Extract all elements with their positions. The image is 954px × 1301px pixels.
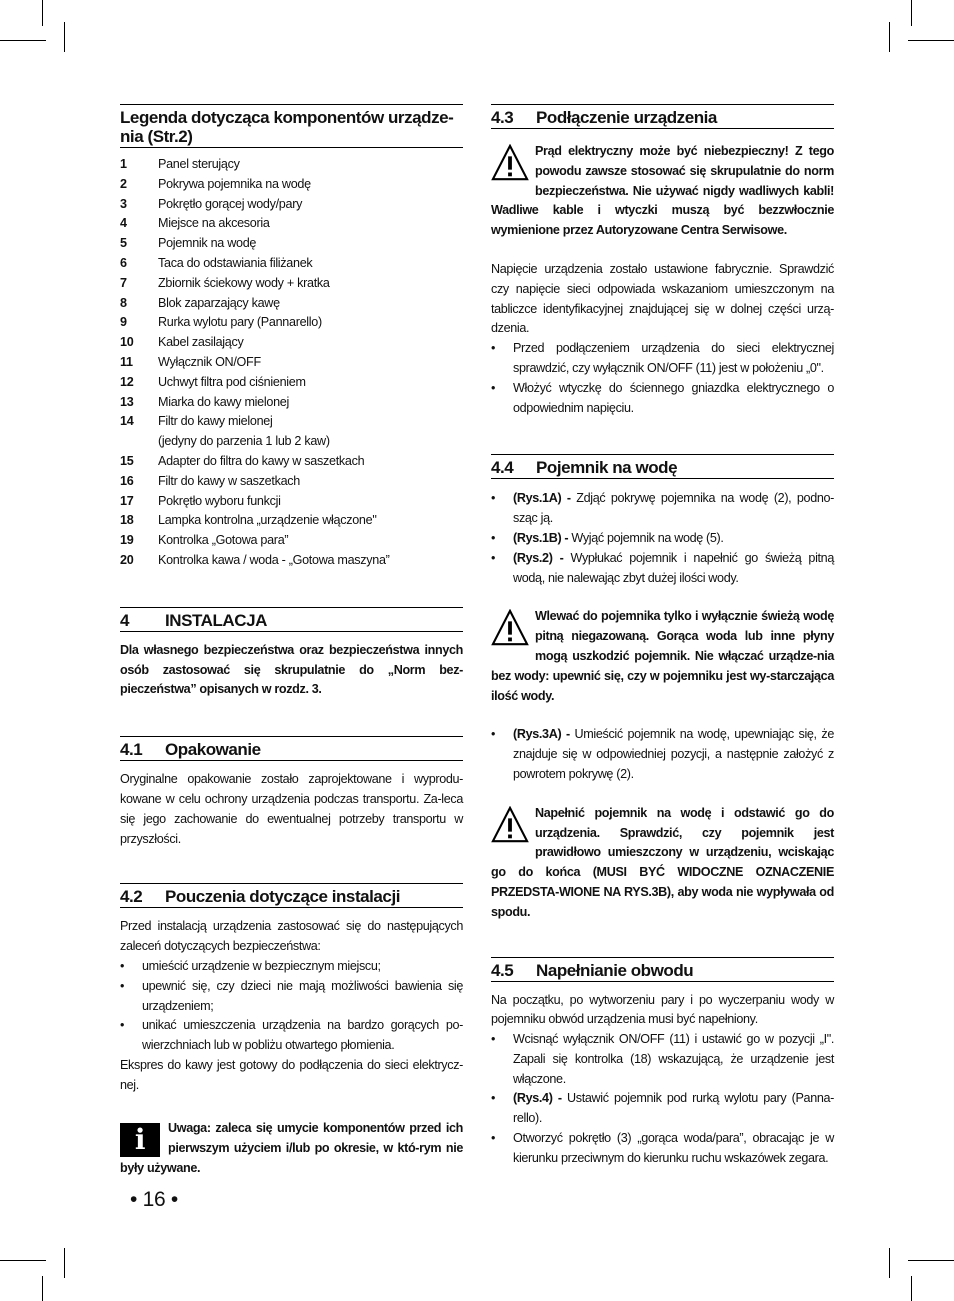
section-4-3-heading <box>491 104 834 129</box>
figure-ref: (Rys.4) - <box>513 1091 562 1106</box>
section-title: Pouczenia dotyczące instalacji <box>165 887 400 907</box>
figure-ref: (Rys.2) - <box>513 550 564 565</box>
warning-text: Prąd elektryczny może być niebezpieczny! Z tego powodu zawsze stosować się skrupulatnie do norm bezpieczeństwa. Nie używać nigdy wadliwych kabli! Wadliwe kable i wtyczki muszą być bezzwłocznie wymienione przez Autoryzowane Centra Serwisowe. <box>491 144 834 238</box>
component-row <box>120 551 463 571</box>
section-4-1-heading <box>120 736 463 761</box>
component-row <box>120 155 463 175</box>
component-row <box>120 195 463 215</box>
component-number: 1 <box>120 157 127 171</box>
crop-mark <box>908 40 954 41</box>
section-number: 4 <box>120 610 130 630</box>
components-heading: Legenda dotycząca komponentów urządze-nia (Str.2) <box>120 104 463 148</box>
component-label: Pokrętło gorącej wody/pary <box>158 196 303 211</box>
component-row <box>120 373 463 393</box>
info-note-text: Uwaga: zaleca się umycie komponentów przed ich pierwszym użyciem i/lub po okresie, w któ-rym nie były używane. <box>120 1121 463 1176</box>
component-row <box>120 452 463 472</box>
component-number: 14 <box>120 414 134 429</box>
component-number: 8 <box>120 295 127 310</box>
component-label: Miarka do kawy mielonej <box>158 394 289 409</box>
component-label: Taca do odstawiania filiżanek <box>158 255 313 270</box>
crop-mark <box>908 1260 954 1261</box>
component-row <box>120 214 463 234</box>
crop-mark <box>889 1248 890 1278</box>
crop-mark <box>0 1260 46 1261</box>
component-row <box>120 294 463 314</box>
component-label: Pojemnik na wodę <box>158 236 257 251</box>
warning-text: Napełnić pojemnik na wodę i odstawić go do urządzenia. Sprawdzić, czy pojemnik jest prawidłowo umieszczony w urządzeniu, wciskając go do końca (MUSI BYĆ WIDOCZNE OZNACZENIE PRZEDSTA-WIONE NA RYS.3B), aby woda nie wypływała od spodu. <box>491 805 834 919</box>
component-label: Kontrolka „Gotowa para” <box>158 533 289 548</box>
list-item: • Włożyć wtyczkę do ściennego gniazdka elektrycznego o odpowiednim napięciu. <box>491 379 834 419</box>
component-number: 6 <box>120 255 127 270</box>
component-row <box>120 254 463 274</box>
list-item <box>491 1089 834 1129</box>
component-row <box>120 353 463 373</box>
component-label: Pokrywa pojemnika na wodę <box>158 176 311 191</box>
component-row <box>120 234 463 254</box>
component-label: Rurka wylotu pary (Pannarello) <box>158 315 322 330</box>
section-4-4-bullets-2 <box>491 725 834 784</box>
component-label: Pokrętło wyboru funkcji <box>158 493 281 508</box>
section-4-4-bullets <box>491 489 834 588</box>
right-column <box>491 104 834 1169</box>
figure-ref: (Rys.3A) - <box>513 727 570 742</box>
crop-mark <box>42 1276 43 1301</box>
list-item: • upewnić się, czy dzieci nie mają możliwości bawienia się urządzeniem; <box>120 977 463 1017</box>
list-item-text: Otworzyć pokrętło (3) „gorąca woda/para”, obracając je w kierunku przeciwnym do kierunku ruchu wskazówek zegara. <box>513 1131 834 1165</box>
section-number: 4.3 <box>491 108 514 127</box>
list-item <box>491 489 834 529</box>
component-label: Wyłącznik ON/OFF <box>158 354 261 369</box>
section-number: 4.1 <box>120 740 143 760</box>
component-row <box>120 531 463 551</box>
list-item-text: Wyjąć pojemnik na wodę (5). <box>568 530 724 545</box>
component-label: Uchwyt filtra pod ciśnieniem <box>158 374 306 389</box>
warning-icon <box>491 609 529 647</box>
component-label: Blok zaparzający kawę <box>158 295 280 310</box>
component-number: 13 <box>120 394 134 409</box>
component-number: 16 <box>120 473 134 488</box>
component-number: 18 <box>120 513 134 528</box>
list-item-text: Ustawić pojemnik pod rurką wylotu pary (Panna-rello). <box>513 1091 835 1126</box>
list-item-text: Umieścić pojemnik na wodę, upewniając się, że znajduje się w odpowiedniej pozycji, a następnie założyć z powrotem pokrywę (2). <box>513 727 834 781</box>
crop-mark <box>64 22 65 52</box>
page-number: • 16 • <box>130 1188 178 1211</box>
component-row <box>120 274 463 294</box>
component-row <box>120 313 463 333</box>
list-item <box>491 725 834 784</box>
section-4-3-text: Napięcie urządzenia zostało ustawione fabrycznie. Sprawdzić czy napięcie sieci odpowiada wskazaniom umieszczonym na tabliczce identyfikacyjnej znajdującej się w dolnej części urzą-dzenia. <box>491 261 834 336</box>
component-number: 15 <box>120 453 134 468</box>
component-number: 10 <box>120 335 134 350</box>
component-row <box>120 492 463 512</box>
section-title: Pojemnik na wodę <box>536 458 678 478</box>
warning-text: Wlewać do pojemnika tylko i wyłącznie świeżą wodę pitną niegazowaną. Gorąca woda lub inne płyny mogą uszkodzić pojemnik. Nie włączać urządze-nia bez wody: upewnić się, czy w pojemniku jest wy-starczająca ilość wody. <box>491 609 834 703</box>
section-4-2-bullets <box>120 957 463 1056</box>
warning-icon <box>491 806 529 844</box>
section-4-intro: Dla własnego bezpieczeństwa oraz bezpieczeństwa innych osób zastosować się skrupulatnie do „Norm bez-pieczeństwa” opisanych w rozdz. 3. <box>120 642 463 697</box>
section-4-1-text: Oryginalne opakowanie zostało zaprojektowane i wyprodu-kowane w celu ochrony urządzenia podczas transportu. Za-leca się jego zachowanie do ewentualnej potrzeby transportu w przyszłości. <box>120 772 463 846</box>
figure-ref: (Rys.1A) - <box>513 491 571 506</box>
crop-mark <box>889 22 890 52</box>
component-label: Filtr do kawy w saszetkach <box>158 473 300 488</box>
section-4-2-outro: Ekspres do kawy jest gotowy do podłączenia do sieci elektrycz-nej. <box>120 1057 463 1092</box>
component-row <box>120 393 463 413</box>
section-number: 4.5 <box>491 960 514 980</box>
warning-electric <box>491 142 834 241</box>
section-title: Opakowanie <box>165 740 261 760</box>
component-label: Filtr do kawy mielonej <box>158 414 273 429</box>
section-number: 4.2 <box>120 887 143 907</box>
component-number: 19 <box>120 533 134 548</box>
components-list <box>120 155 463 571</box>
section-4-5-bullets <box>491 1030 834 1169</box>
crop-mark <box>64 1248 65 1278</box>
section-4-2-heading <box>120 883 463 908</box>
list-item <box>491 1129 834 1169</box>
list-item-text: Wcisnąć wyłącznik ON/OFF (11) i ustawić go w pozycji „I". Zapali się kontrolka (18) wskazującą, że urządzenie jest włączone. <box>513 1032 834 1086</box>
component-label: Lampka kontrolna „urządzenie włączone" <box>158 513 377 528</box>
section-4-4-heading <box>491 454 834 479</box>
component-number: 12 <box>120 374 134 389</box>
list-item <box>491 1030 834 1089</box>
component-row <box>120 432 463 452</box>
section-title: Podłączenie urządzenia <box>536 108 717 127</box>
info-note <box>120 1119 463 1178</box>
section-4-5-heading <box>491 957 834 982</box>
component-label: Miejsce na akcesoria <box>158 216 270 231</box>
list-item <box>491 529 834 549</box>
component-label: Kontrolka kawa / woda - „Gotowa maszyna” <box>158 552 390 567</box>
component-label: Zbiornik ściekowy wody + kratka <box>158 275 330 290</box>
component-number: 11 <box>120 354 133 369</box>
section-4-2-intro: Przed instalacją urządzenia zastosować się do następujących zaleceń dotyczących bezpieczeństwa: <box>120 919 463 954</box>
component-label: Adapter do filtra do kawy w saszetkach <box>158 453 365 468</box>
component-number: 20 <box>120 552 134 567</box>
component-number: 9 <box>120 315 127 330</box>
component-number <box>120 432 158 452</box>
warning-icon <box>491 144 529 182</box>
component-row <box>120 175 463 195</box>
component-number: 5 <box>120 236 127 251</box>
component-number: 2 <box>120 176 127 191</box>
figure-ref: (Rys.1B) - <box>513 530 569 545</box>
section-number: 4.4 <box>491 458 514 478</box>
list-item: • umieścić urządzenie w bezpiecznym miejscu; <box>120 957 463 977</box>
info-icon: i <box>120 1123 160 1157</box>
warning-water <box>491 607 834 706</box>
component-number: 17 <box>120 493 134 508</box>
crop-mark <box>42 0 43 26</box>
component-label: (jedyny do parzenia 1 lub 2 kaw) <box>158 434 330 449</box>
list-item-text: Zdjąć pokrywę pojemnika na wodę (2), podno-sząc ją. <box>513 491 834 526</box>
component-label: Panel sterujący <box>158 157 240 171</box>
component-number: 7 <box>120 275 127 290</box>
section-4-5-text: Na początku, po wytworzeniu pary i po wyczerpaniu wody w pojemniku obwód urządzenia musi być napełniony. <box>491 992 834 1027</box>
component-row <box>120 333 463 353</box>
section-title: INSTALACJA <box>165 610 267 630</box>
warning-tank <box>491 804 834 923</box>
list-item: • unikać umieszczenia urządzenia na bardzo gorących po-wierzchniach lub w pobliżu otwartego płomienia. <box>120 1016 463 1056</box>
section-4-heading <box>120 607 463 632</box>
component-row <box>120 511 463 531</box>
component-number: 3 <box>120 196 127 211</box>
list-item <box>491 549 834 589</box>
list-item: • Przed podłączeniem urządzenia do sieci elektrycznej sprawdzić, czy wyłącznik ON/OFF (11) jest w położeniu „0". <box>491 339 834 379</box>
section-4-3-bullets <box>491 339 834 418</box>
component-label: Kabel zasilający <box>158 335 244 350</box>
crop-mark <box>911 1276 912 1301</box>
crop-mark <box>911 0 912 26</box>
component-row <box>120 412 463 432</box>
component-row <box>120 472 463 492</box>
component-number: 4 <box>120 216 127 231</box>
list-item-text: Wypłukać pojemnik i napełnić go świeżą pitną wodą, nie nalewając zbyt dużej ilości wody. <box>513 550 834 585</box>
left-column <box>120 104 463 1179</box>
section-title: Napełnianie obwodu <box>536 960 694 980</box>
crop-mark <box>0 40 46 41</box>
